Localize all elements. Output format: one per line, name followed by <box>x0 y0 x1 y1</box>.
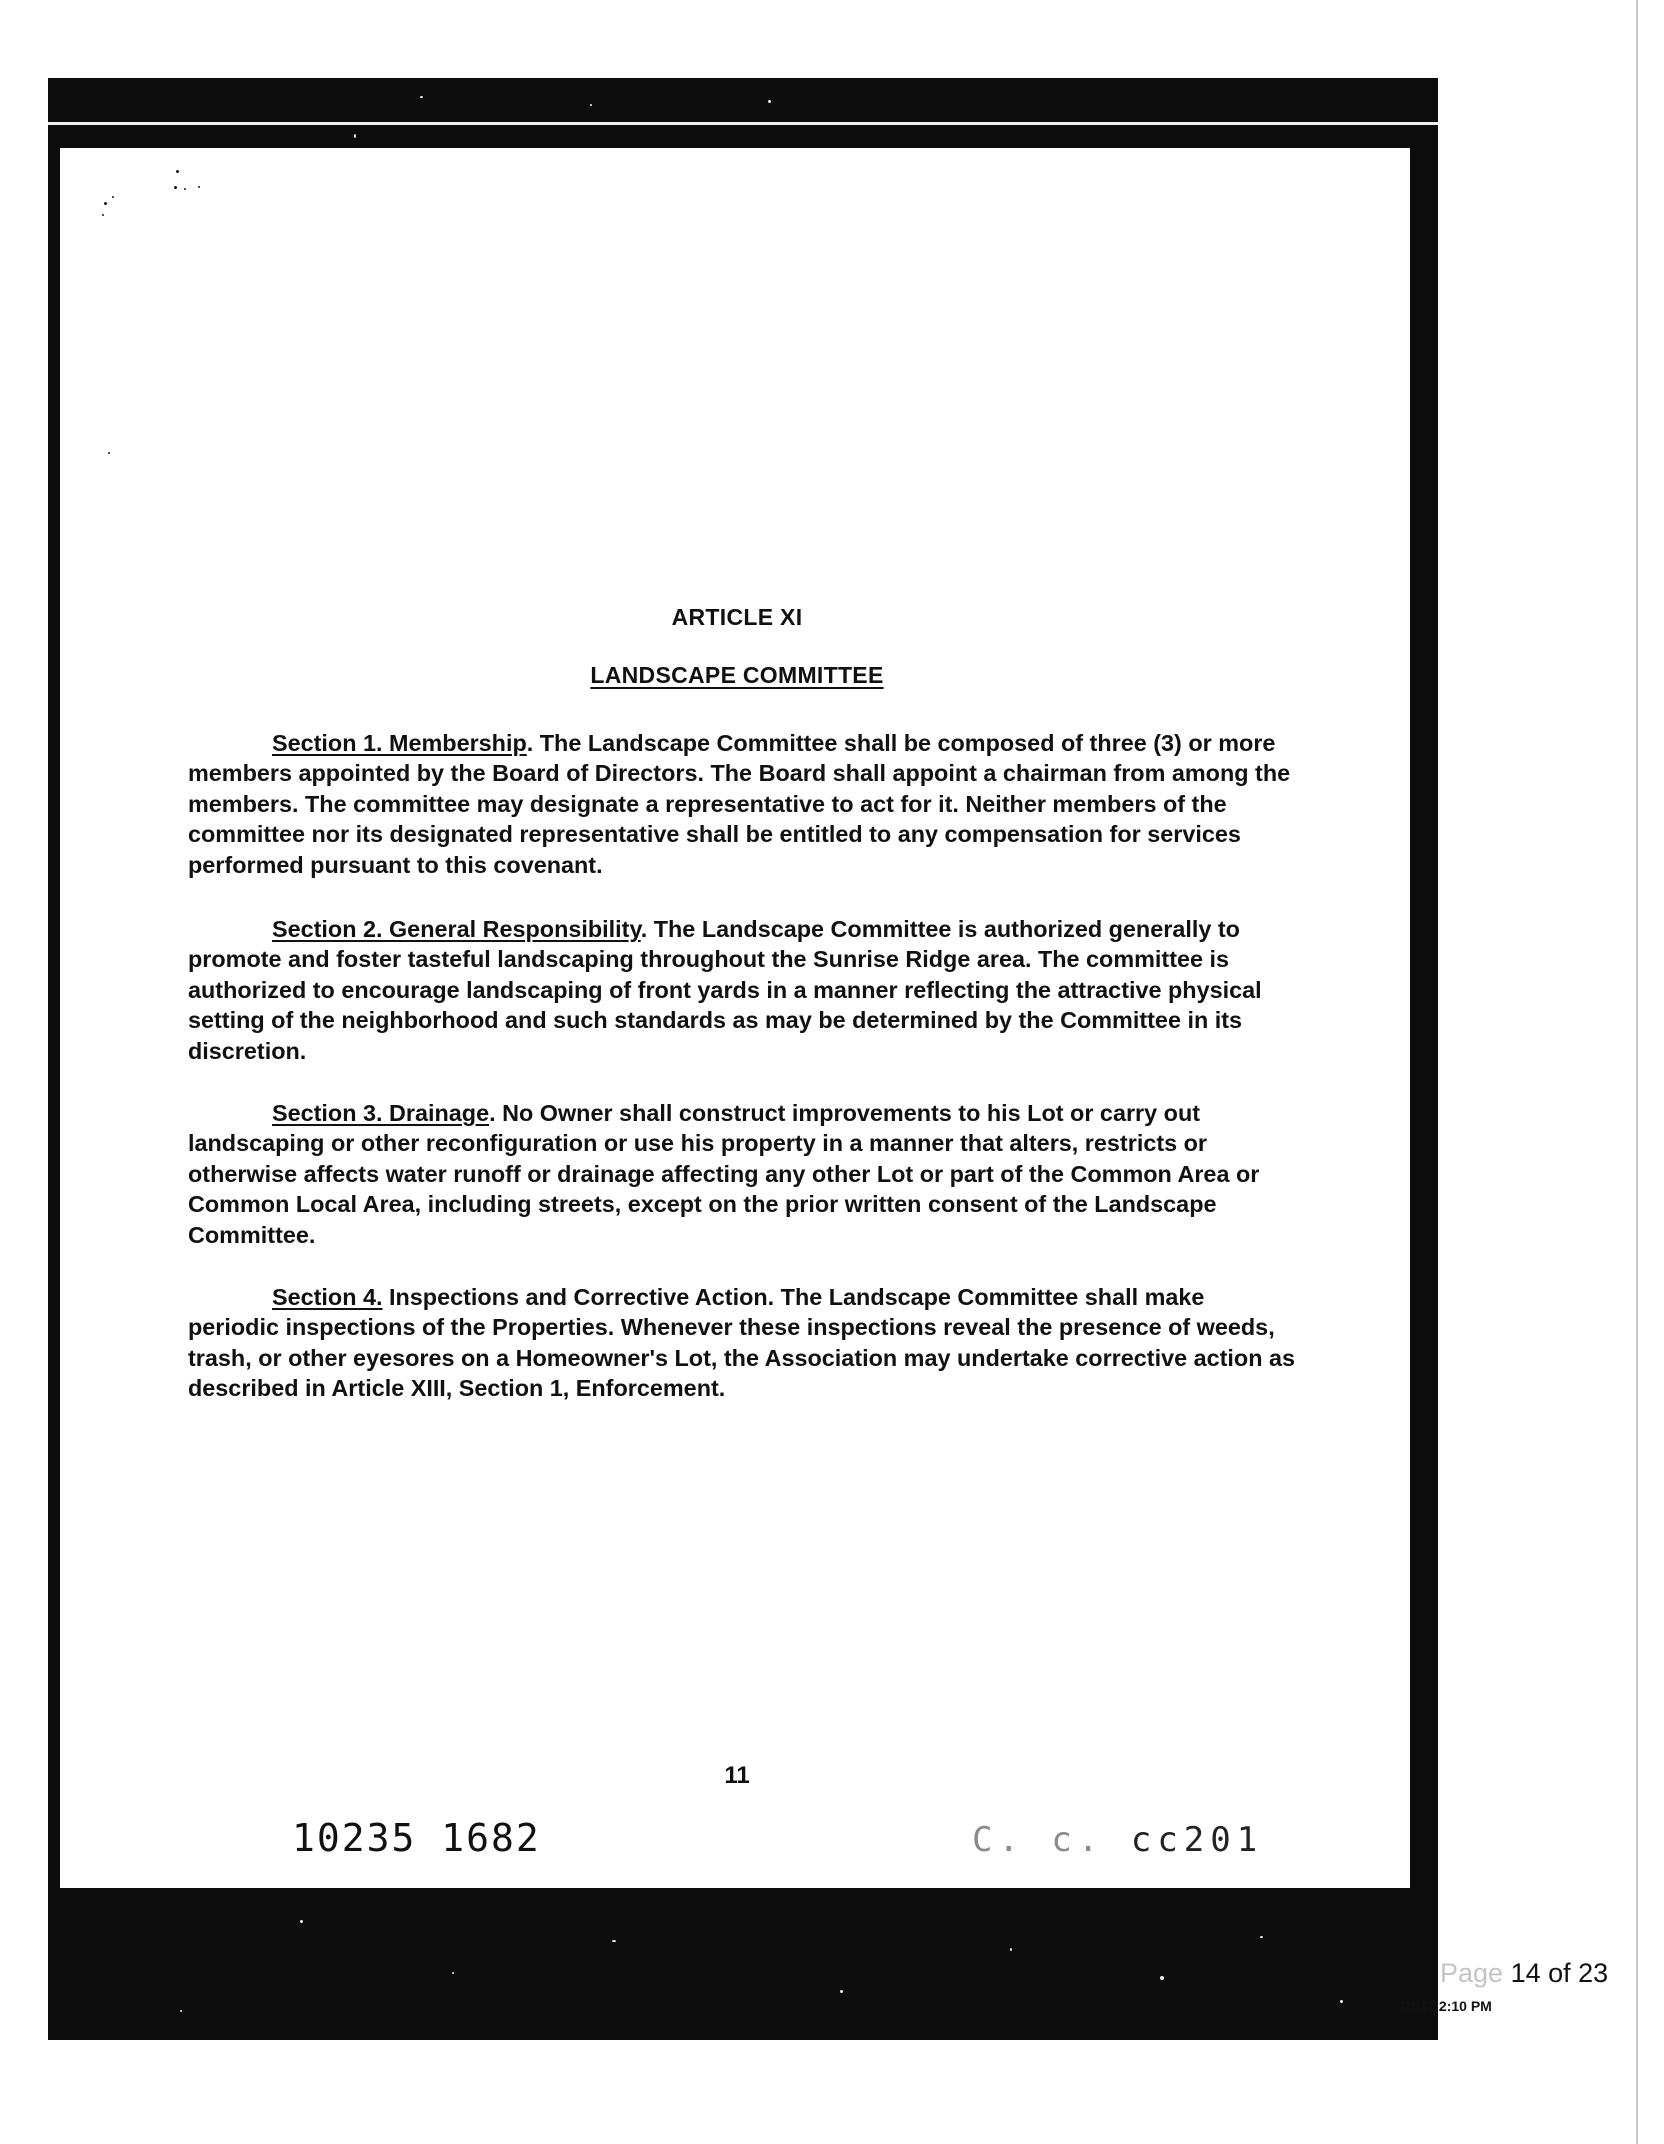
committee-title <box>0 662 1474 689</box>
section-paragraph <box>188 1098 1296 1250</box>
scan-speck <box>612 1940 616 1942</box>
scan-speck <box>176 170 179 173</box>
scan-speck <box>452 1972 454 1974</box>
page-counter-prefix: Page <box>1440 1958 1511 1988</box>
print-timestamp-value: /2017 2:10 PM <box>1400 1998 1492 2014</box>
scan-speck <box>590 104 592 106</box>
scan-speck <box>1260 1936 1263 1938</box>
section-text: . The Landscape Committee is authorized generally to promote and foster tasteful landscaping throughout the Sunrise Ridge area. The committee is authorized to encourage landscaping of front yards in a manner reflecting the attractive physical setting of the neighborhood and such standards as may be determined by the Committee in its discretion. <box>188 916 1262 1064</box>
recording-stamp <box>972 1820 1263 1860</box>
article-title: ARTICLE XI <box>671 604 803 630</box>
scan-speck <box>108 452 110 454</box>
section-label: Section 2. General Responsibility <box>272 916 641 942</box>
section-text: Inspections and Corrective Action. The Landscape Committee shall make periodic inspections of the Properties. Whenever these inspections reveal the presence of weeds, trash, or other eyesores on a Homeowner's Lot, the Association may undertake corrective action as described in Article XIII, Section 1, Enforcement. <box>188 1284 1296 1402</box>
scan-speck <box>180 2010 182 2012</box>
scan-speck <box>420 96 423 98</box>
scan-speck <box>174 186 177 189</box>
page-counter-value: 14 of 23 <box>1510 1958 1609 1988</box>
scan-speck <box>184 188 186 190</box>
scan-speck <box>354 134 356 138</box>
scan-speck <box>198 186 200 188</box>
frame-top-rule <box>48 122 1438 125</box>
scan-speck <box>1340 2000 1343 2003</box>
scan-speck <box>104 202 107 205</box>
section-text: . The Landscape Committee shall be composed of three (3) or more members appointed by the Board of Directors. The Board shall appoint a chairman from among the members. The committee may designate a representative to act for it. Neither members of the committee nor its designated representative shall be entitled to any compensation for services performed pursuant to this covenant. <box>188 730 1291 878</box>
scan-speck <box>1010 1948 1012 1951</box>
scan-speck <box>768 100 771 103</box>
section-label: Section 1. Membership <box>272 730 527 756</box>
scan-speck <box>300 1920 303 1923</box>
scan-speck <box>102 214 104 216</box>
scan-speck <box>1160 1976 1164 1980</box>
scan-edge-line <box>1636 0 1638 2144</box>
section-label: Section 3. Drainage <box>272 1100 490 1126</box>
page-number: 11 <box>724 1762 750 1789</box>
section-paragraph <box>188 728 1296 880</box>
book-page-number: 10235 1682 <box>292 1816 541 1860</box>
section-text: . No Owner shall construct improvements to his Lot or carry out landscaping or other reconfiguration or use his property in a manner that alters, restricts or otherwise affects water runoff or drainage affecting any other Lot or part of the Common Area or Common Local Area, including streets, except on the prior written consent of the Landscape Committee. <box>188 1100 1260 1248</box>
section-paragraph <box>188 914 1296 1066</box>
page-counter <box>1440 1958 1608 1989</box>
section-paragraph <box>188 1282 1296 1404</box>
committee-title-text: LANDSCAPE COMMITTEE <box>590 662 884 688</box>
scan-speck <box>112 196 114 198</box>
scan-speck <box>840 1990 843 1993</box>
print-timestamp <box>1400 1998 1492 2014</box>
recording-stamp-strong: cc201 <box>1130 1820 1264 1860</box>
recording-stamp-faint: C. c. <box>972 1820 1105 1860</box>
section-label: Section 4. <box>272 1284 383 1310</box>
